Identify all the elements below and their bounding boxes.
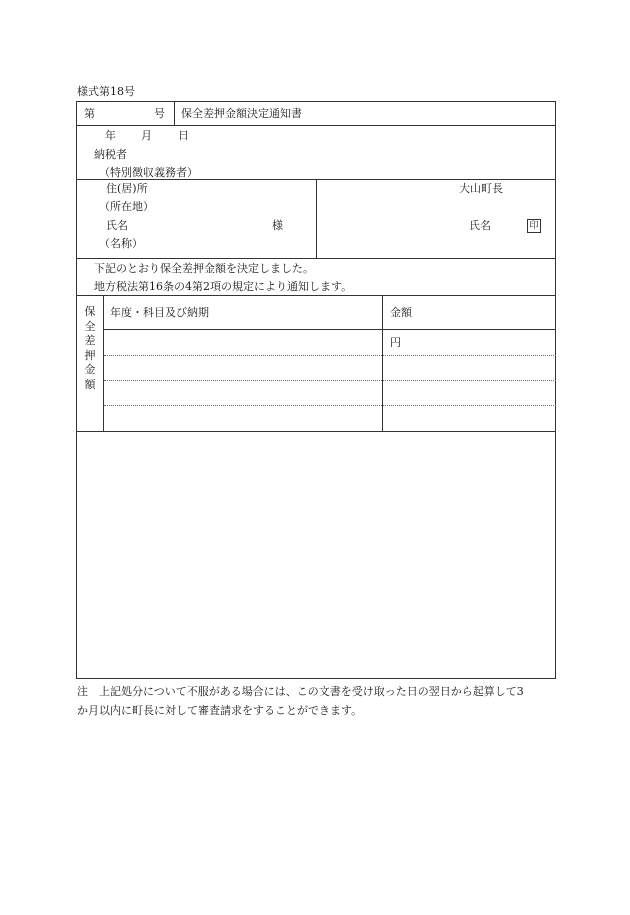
column-header-item: 年度・科目及び納期 — [110, 306, 209, 319]
seal-box: 印 — [527, 219, 541, 233]
footnote-line1: 注 上記処分について不服がある場合には、この文書を受け取った日の翌日から起算して3 — [77, 685, 524, 698]
side-label-vertical — [83, 305, 97, 392]
document-number-suffix: 号 — [154, 107, 165, 120]
row-divider-2 — [104, 380, 556, 381]
divider-header-title — [174, 101, 175, 125]
row-divider-1 — [104, 355, 556, 356]
divider-body — [76, 295, 556, 296]
side-label-char: 全 — [84, 319, 96, 333]
date-day: 日 — [178, 129, 189, 142]
column-header-amount: 金額 — [390, 306, 412, 319]
row-divider-3 — [104, 405, 556, 406]
form-number: 様式第18号 — [77, 85, 135, 98]
side-label-char: 保 — [84, 305, 96, 318]
side-label-char: 金 — [84, 363, 96, 377]
date-year: 年 — [105, 129, 116, 142]
date-month: 月 — [141, 129, 152, 142]
document-number-prefix: 第 — [84, 107, 95, 120]
divider-address — [76, 258, 556, 259]
divider-issuer — [316, 179, 317, 258]
side-label-char: 差 — [84, 334, 96, 348]
address-label: 住(居)所 — [106, 182, 148, 195]
issuer-title: 大山町長 — [459, 182, 503, 195]
body-text-line2: 地方税法第16条の4第2項の規定により通知します。 — [94, 280, 353, 293]
amount-unit-yen: 円 — [390, 336, 401, 349]
taxpayer-sublabel: （特別徴収義務者） — [99, 166, 198, 179]
body-text-line1: 下記のとおり保全差押金額を決定しました。 — [94, 262, 314, 275]
honorific-sama: 様 — [272, 219, 283, 232]
side-label-char: 押 — [84, 348, 96, 362]
name-alt-label: （名称） — [99, 237, 143, 250]
issuer-name-label: 氏名 — [469, 219, 491, 232]
address-alt-label: （所在地） — [99, 200, 154, 213]
divider-table-end — [76, 431, 556, 432]
divider-amount-column — [382, 295, 383, 431]
divider-header — [76, 125, 556, 126]
taxpayer-label: 納税者 — [94, 148, 127, 161]
footnote-line2: か月以内に町長に対して審査請求をすることができます。 — [77, 704, 363, 717]
divider-table-header — [103, 329, 556, 330]
side-label-char: 額 — [84, 377, 96, 391]
document-title: 保全差押金額決定通知書 — [181, 107, 302, 120]
divider-side-label — [103, 295, 104, 431]
name-label: 氏名 — [106, 219, 128, 232]
